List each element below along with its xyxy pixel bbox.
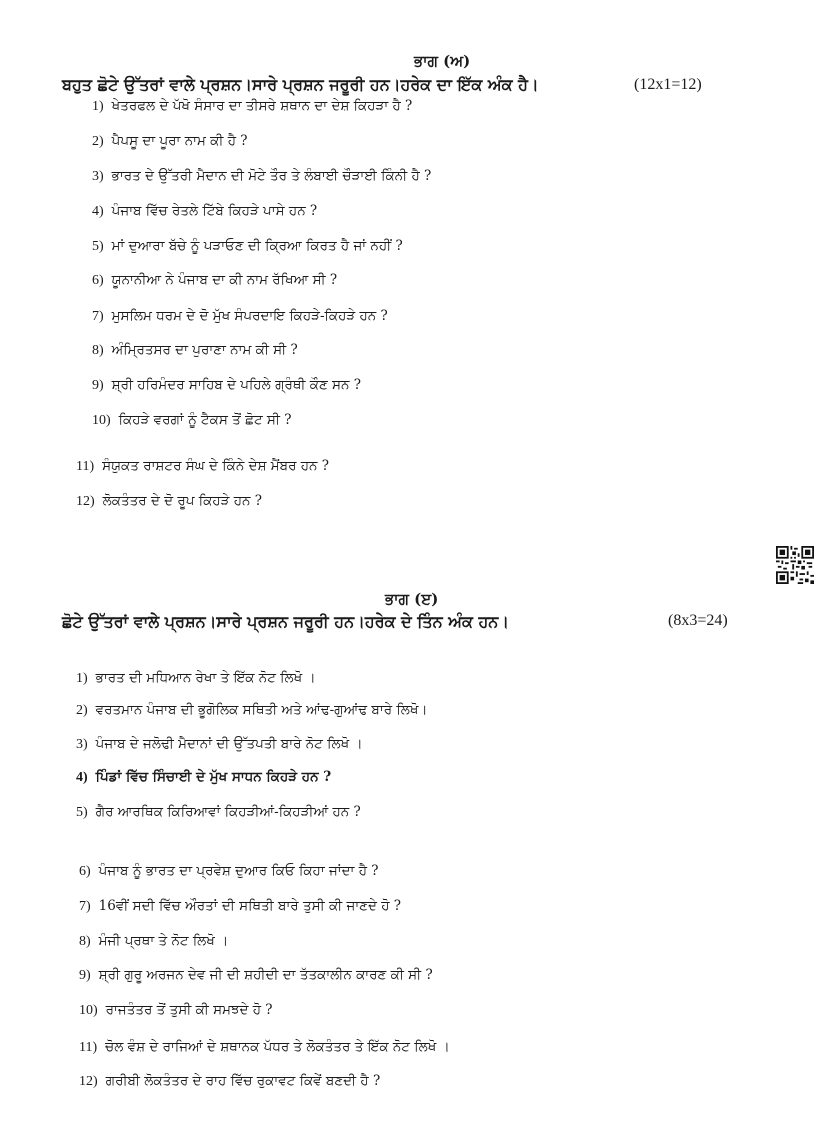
question-item [92, 272, 337, 289]
section-a-marks: (12x1=12) [634, 76, 702, 93]
question-text: ਪਿੰਡਾਂ ਵਿੱਚ ਸਿੰਚਾਈ ਦੇ ਮੁੱਖ ਸਾਧਨ ਕਿਹੜੇ ਹਨ ? [95, 769, 332, 785]
question-text: ਪੰਜਾਬ ਦੇ ਜਲੋਢੀ ਮੈਦਾਨਾਂ ਦੀ ਉੱਤਪਤੀ ਬਾਰੇ ਨੋਟ ਲਿਖੋ । [95, 736, 363, 752]
question-number: 11) [76, 459, 95, 474]
question-text: ਅੰਮ੍ਰਿਤਸਰ ਦਾ ਪੁਰਾਣਾ ਨਾਮ ਕੀ ਸੀ ? [111, 342, 298, 358]
question-item [92, 168, 431, 185]
question-number: 7) [92, 309, 104, 324]
question-item [79, 1039, 450, 1056]
question-item [92, 342, 298, 359]
question-item [92, 98, 412, 115]
question-number: 4) [76, 770, 88, 785]
question-text: ਸ਼੍ਰੀ ਗੁਰੂ ਅਰਜਨ ਦੇਵ ਜੀ ਦੀ ਸ਼ਹੀਦੀ ਦਾ ਤੱਤਕਾਲੀਨ ਕਾਰਣ ਕੀ ਸੀ ? [98, 967, 433, 983]
question-item [79, 863, 379, 880]
question-text: ਪੰਜਾਬ ਨੂੰ ਭਾਰਤ ਦਾ ਪ੍ਰਵੇਸ਼ ਦੁਆਰ ਕਿਓ ਕਿਹਾ ਜਾਂਦਾ ਹੈ ? [98, 863, 379, 879]
question-item [92, 412, 291, 429]
question-text: ਸ਼੍ਰੀ ਹਰਿਮੰਦਰ ਸਾਹਿਬ ਦੇ ਪਹਿਲੇ ਗ੍ਰੰਥੀ ਕੌਣ ਸਨ ? [111, 377, 361, 393]
question-number: 2) [92, 134, 104, 149]
question-text: ਰਾਜਤੰਤਰ ਤੋਂ ਤੁਸੀ ਕੀ ਸਮਝਦੇ ਹੋ ? [105, 1002, 273, 1018]
question-text: ਪੰਜਾਬ ਵਿੱਚ ਰੇਤਲੇ ਟਿੱਬੇ ਕਿਹੜੇ ਪਾਸੇ ਹਨ ? [111, 203, 318, 219]
question-text: ਕਿਹੜੇ ਵਰਗਾਂ ਨੂੰ ਟੈਕਸ ਤੋਂ ਛੋਟ ਸੀ ? [118, 412, 292, 428]
question-number: 1) [92, 99, 104, 114]
question-number: 1) [76, 671, 88, 686]
section-a-instruction: ਬਹੁਤ ਛੋਟੇ ਉੱਤਰਾਂ ਵਾਲੇ ਪ੍ਰਸ਼ਨ।ਸਾਰੇ ਪ੍ਰਸ਼ਨ ਜਰੂਰੀ ਹਨ।ਹਰੇਕ ਦਾ ਇੱਕ ਅੰਕ ਹੈ। [62, 75, 539, 94]
question-item [76, 736, 363, 753]
question-number: 6) [79, 864, 91, 879]
question-number: 2) [76, 703, 88, 718]
section-b-marks: (8x3=24) [668, 612, 728, 629]
question-text: ਮੰਜੀ ਪ੍ਰਥਾ ਤੇ ਨੋਟ ਲਿਖੋ । [98, 933, 229, 949]
question-number: 9) [79, 968, 91, 983]
question-number: 5) [92, 239, 104, 254]
question-item [76, 458, 329, 475]
question-item [79, 1002, 273, 1019]
question-item [79, 967, 433, 984]
question-number: 4) [92, 204, 104, 219]
question-text: 16ਵੀਂ ਸਦੀ ਵਿੱਚ ਔਰਤਾਂ ਦੀ ਸਥਿਤੀ ਬਾਰੇ ਤੁਸੀ ਕੀ ਜਾਣਦੇ ਹੋ ? [98, 898, 402, 914]
question-item [92, 377, 361, 394]
question-number: 10) [92, 413, 111, 428]
question-item [92, 133, 248, 150]
question-text: ਭਾਰਤ ਦੀ ਮਧਿਆਨ ਰੇਖਾ ਤੇ ਇੱਕ ਨੋਟ ਲਿਖੋ । [95, 670, 316, 686]
question-number: 8) [79, 934, 91, 949]
question-number: 9) [92, 378, 104, 393]
question-text: ਲੋਕਤੰਤਰ ਦੇ ਦੋ ਰੂਪ ਕਿਹੜੇ ਹਨ ? [102, 493, 262, 509]
question-text: ਚੋਲ ਵੰਸ਼ ਦੇ ਰਾਜਿਆਂ ਦੇ ਸ਼ਥਾਨਕ ਪੱਧਰ ਤੇ ਲੋਕਤੰਤਰ ਤੇ ਇੱਕ ਨੋਟ ਲਿਖੋ । [105, 1039, 450, 1055]
question-text: ਵਰਤਮਾਨ ਪੰਜਾਬ ਦੀ ਭੂਗੋਲਿਕ ਸਥਿਤੀ ਅਤੇ ਆਂਢ-ਗੁਆਂਢ ਬਾਰੇ ਲਿਖੋ। [95, 702, 428, 718]
question-text: ਖੇਤਰਫਲ ਦੇ ਪੱਖੋ ਸੰਸਾਰ ਦਾ ਤੀਸਰੇ ਸ਼ਥਾਨ ਦਾ ਦੇਸ਼ ਕਿਹੜਾ ਹੈ ? [111, 98, 413, 114]
question-text: ਮੁਸਲਿਮ ਧਰਮ ਦੇ ਦੋ ਮੁੱਖ ਸੰਪਰਦਾਇ ਕਿਹੜੇ-ਕਿਹੜੇ ਹਨ ? [111, 308, 388, 324]
question-text: ਗਰੀਬੀ ਲੋਕਤੰਤਰ ਦੇ ਰਾਹ ਵਿੱਚ ਰੁਕਾਵਟ ਕਿਵੇਂ ਬਣਦੀ ਹੈ ? [105, 1073, 381, 1089]
qr-code-icon [776, 546, 814, 584]
question-item [92, 308, 388, 325]
question-number: 7) [79, 899, 91, 914]
question-number: 6) [92, 273, 104, 288]
question-text: ਯੂਨਾਨੀਆ ਨੇ ਪੰਜਾਬ ਦਾ ਕੀ ਨਾਮ ਰੱਖਿਆ ਸੀ ? [111, 272, 338, 288]
question-number: 12) [79, 1074, 98, 1089]
question-item [92, 203, 317, 220]
section-a-title: ਭਾਗ (ਅ) [414, 52, 471, 70]
section-b-instruction: ਛੋਟੇ ਉੱਤਰਾਂ ਵਾਲੇ ਪ੍ਰਸ਼ਨ।ਸਾਰੇ ਪ੍ਰਸ਼ਨ ਜਰੂਰੀ ਹਨ।ਹਰੇਕ ਦੇ ਤਿੰਨ ਅੰਕ ਹਨ। [62, 612, 510, 631]
section-b-title: ਭਾਗ (ੲ) [385, 590, 439, 608]
question-number: 3) [76, 737, 88, 752]
question-number: 11) [79, 1040, 98, 1055]
question-text: ਸੰਯੁਕਤ ਰਾਸ਼ਟਰ ਸੰਘ ਦੇ ਕਿੰਨੇ ਦੇਸ਼ ਮੈਂਬਰ ਹਨ ? [102, 458, 330, 474]
question-item [92, 238, 403, 255]
question-item [76, 493, 262, 510]
question-text: ਪੈਪਸੂ ਦਾ ਪੂਰਾ ਨਾਮ ਕੀ ਹੈ ? [111, 133, 248, 149]
question-number: 12) [76, 494, 95, 509]
question-number: 10) [79, 1003, 98, 1018]
question-item [76, 804, 361, 821]
question-text: ਮਾਂ ਦੁਆਰਾ ਬੱਚੇ ਨੂੰ ਪੜਾਓਣ ਦੀ ਕ੍ਰਿਆ ਕਿਰਤ ਹੈ ਜਾਂ ਨਹੀਂ ? [111, 238, 403, 254]
question-number: 3) [92, 169, 104, 184]
question-text: ਭਾਰਤ ਦੇ ਉੱਤਰੀ ਮੈਦਾਨ ਦੀ ਮੋਟੇ ਤੌਰ ਤੇ ਲੰਬਾਈ ਚੌੜਾਈ ਕਿੰਨੀ ਹੈ ? [111, 168, 432, 184]
question-item [79, 933, 228, 950]
question-item [79, 1073, 380, 1090]
question-item [76, 670, 316, 687]
question-text: ਗੈਰ ਆਰਥਿਕ ਕਿਰਿਆਵਾਂ ਕਿਹੜੀਆਂ-ਕਿਹੜੀਆਂ ਹਨ ? [95, 804, 361, 820]
question-item [76, 769, 331, 786]
question-item [76, 702, 428, 719]
question-number: 8) [92, 343, 104, 358]
question-item [79, 898, 401, 915]
question-number: 5) [76, 805, 88, 820]
